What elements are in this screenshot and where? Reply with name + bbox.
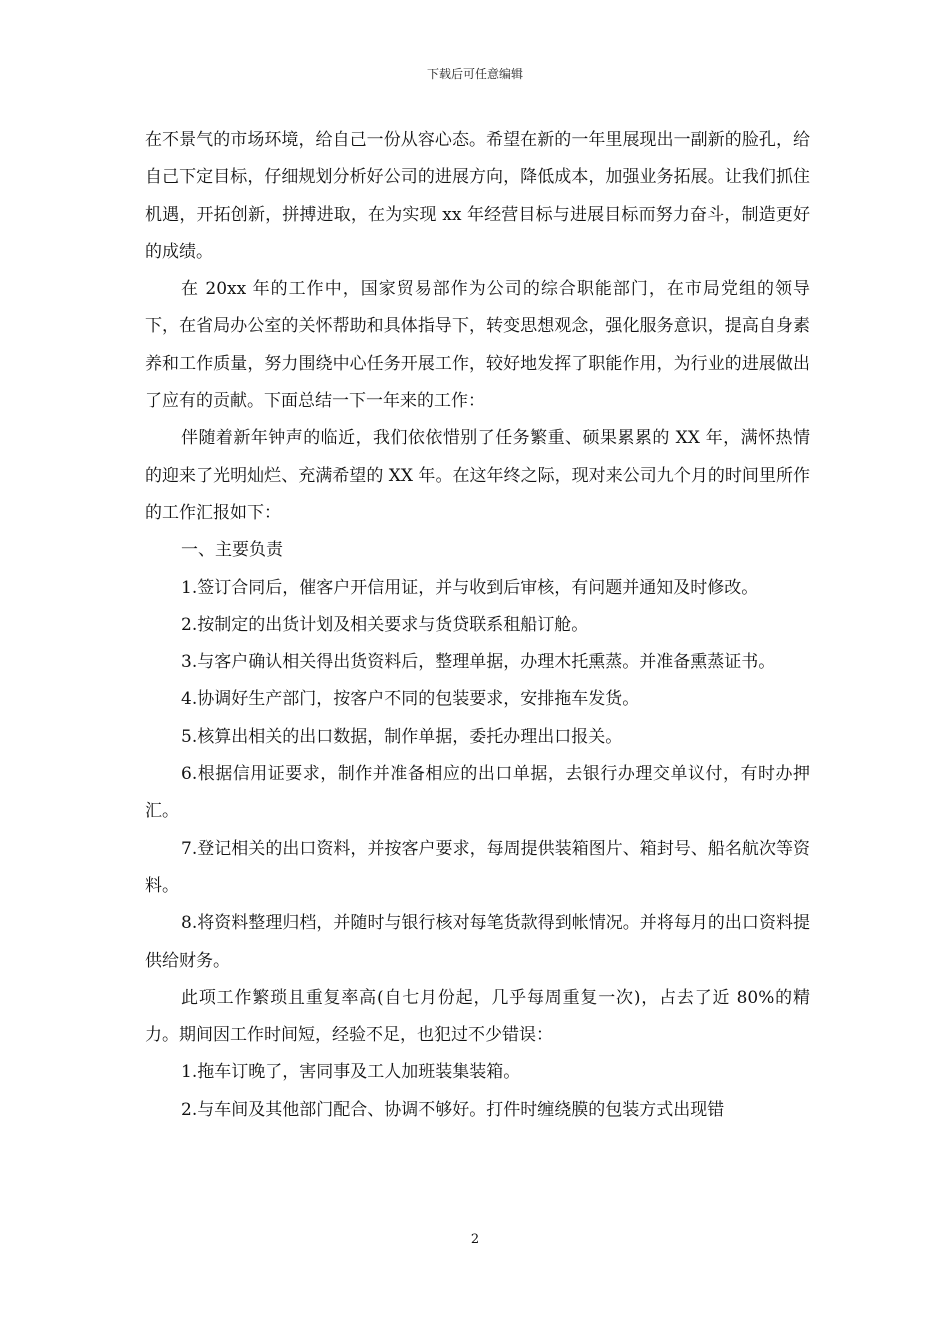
- page-header: 下载后可任意编辑: [426, 67, 523, 81]
- paragraph: 伴随着新年钟声的临近，我们依依惜别了任务繁重、硕果累累的 XX 年，满怀热情的迎来了光明灿烂、充满希望的 XX 年。在这年终之际，现对来公司九个月的时间里所作的工作汇报如下：: [145, 428, 810, 523]
- paragraph: 在 20xx 年的工作中，国家贸易部作为公司的综合职能部门，在市局党组的领导下，在省局办公室的关怀帮助和具体指导下，转变思想观念，强化服务意识，提高自身素养和工作质量，努力围绕中心任务开展工作，较好地发挥了职能作用，为行业的进展做出了应有的贡献。下面总结一下一年来的工作：: [145, 279, 810, 412]
- document-body: [145, 122, 810, 1129]
- list-item: 1.签订合同后，催客户开信用证，并与收到后审核，有问题并通知及时修改。: [181, 577, 759, 598]
- paragraph: 此项工作繁琐且重复率高(自七月份起，几乎每周重复一次)，占去了近 80%的精力。期间因工作时间短，经验不足，也犯过不少错误：: [145, 987, 810, 1046]
- list-item: 7.登记相关的出口资料，并按客户要求，每周提供装箱图片、箱封号、船名航次等资料。: [145, 838, 810, 896]
- list-item: 2.与车间及其他部门配合、协调不够好。打件时缠绕膜的包装方式出现错: [181, 1099, 725, 1120]
- paragraph: 在不景气的市场环境，给自己一份从容心态。希望在新的一年里展现出一副新的脸孔，给自己下定目标，仔细规划分析好公司的进展方向，降低成本，加强业务拓展。让我们抓住机遇，开拓创新，拼搏进取，在为实现 xx 年经营目标与进展目标而努力奋斗，制造更好的成绩。: [145, 130, 810, 262]
- list-item: 1.拖车订晚了，害同事及工人加班装集装箱。: [181, 1062, 521, 1083]
- list-item: 3.与客户确认相关得出货资料后，整理单据，办理木托熏蒸。并准备熏蒸证书。: [181, 652, 776, 673]
- list-item: 4.协调好生产部门，按客户不同的包装要求，安排拖车发货。: [181, 689, 640, 710]
- list-item: 8.将资料整理归档，并随时与银行核对每笔货款得到帐情况。并将每月的出口资料提供给财务。: [145, 913, 810, 971]
- list-item: 2.按制定的出货计划及相关要求与货贷联系租船订舱。: [181, 614, 589, 635]
- page-number: 2: [470, 1232, 480, 1247]
- list-item: 6.根据信用证要求，制作并准备相应的出口单据，去银行办理交单议付，有时办押汇。: [145, 764, 810, 822]
- section-heading: 一、主要负责: [181, 540, 283, 561]
- list-item: 5.核算出相关的出口数据，制作单据，委托办理出口报关。: [181, 726, 623, 747]
